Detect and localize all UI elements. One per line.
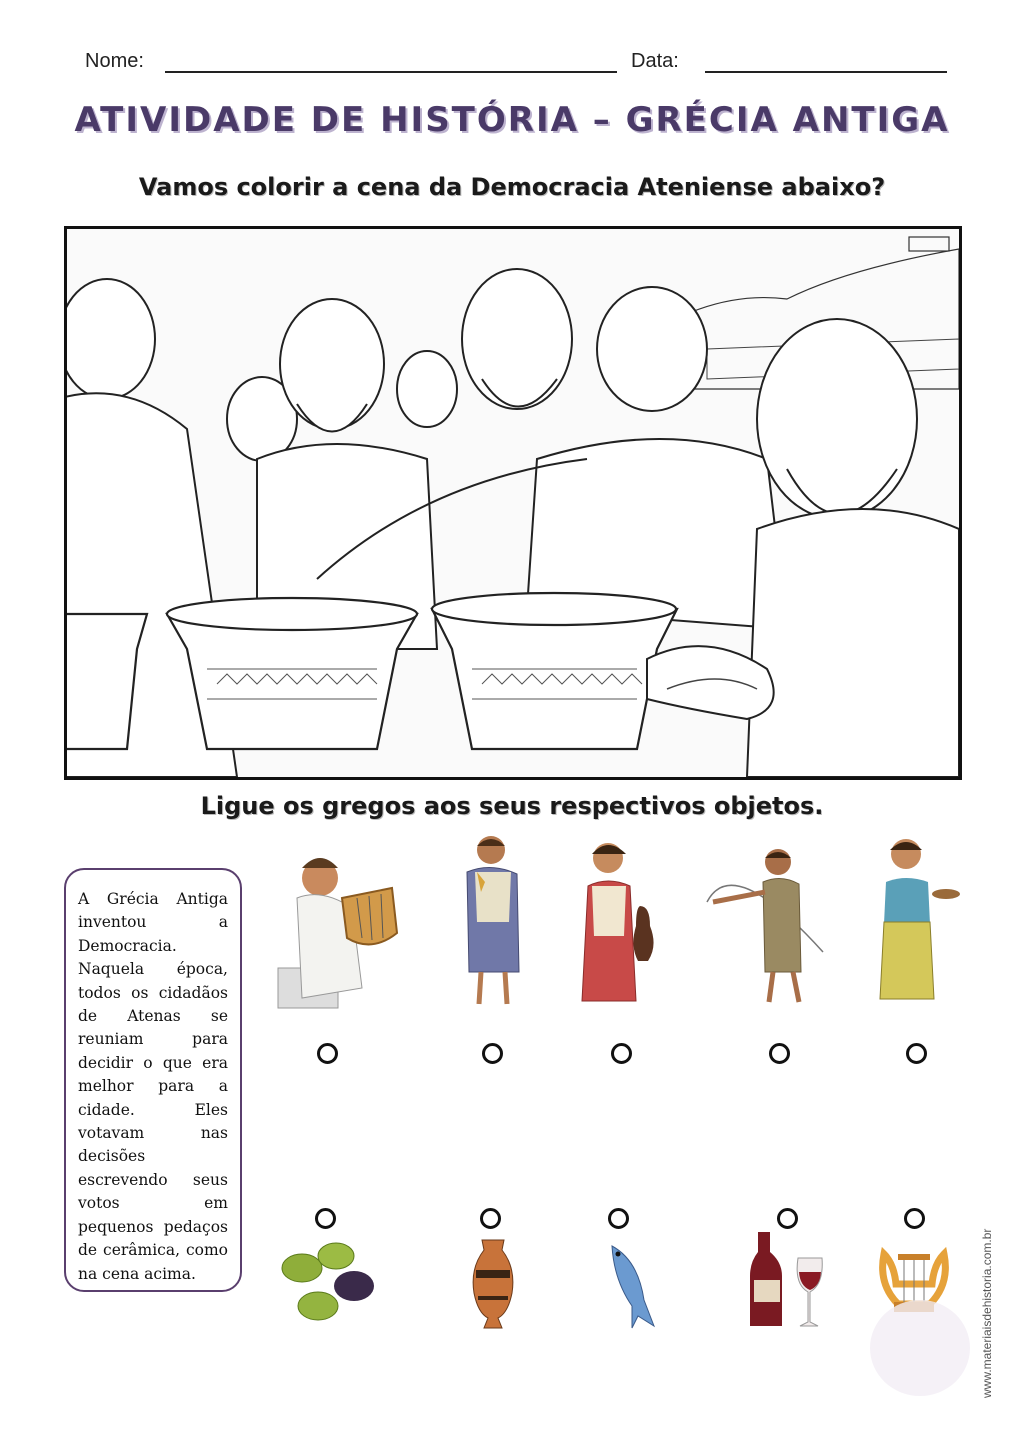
matching-instruction: Ligue os gregos aos seus respectivos objetos. bbox=[200, 792, 824, 820]
greek-connector-4[interactable] bbox=[769, 1043, 790, 1064]
coloring-instruction: Vamos colorir a cena da Democracia Ateniense abaixo? bbox=[138, 173, 886, 201]
greek-woman-with-olives bbox=[866, 834, 962, 1014]
fish-icon bbox=[602, 1240, 662, 1332]
greek-connector-2[interactable] bbox=[482, 1043, 503, 1064]
coloring-scene-image bbox=[64, 226, 962, 780]
democracy-scene-illustration bbox=[67, 229, 959, 777]
publisher-watermark-logo bbox=[870, 1300, 970, 1396]
greek-man-with-cup bbox=[455, 832, 535, 1012]
greek-woman-with-amphora bbox=[578, 836, 666, 1012]
object-connector-3[interactable] bbox=[608, 1208, 629, 1229]
object-connector-2[interactable] bbox=[480, 1208, 501, 1229]
name-label: Nome: bbox=[85, 50, 144, 72]
page-title: ATIVIDADE DE HISTÓRIA – GRÉCIA ANTIGA bbox=[74, 100, 950, 140]
object-connector-5[interactable] bbox=[904, 1208, 925, 1229]
wine-bottle-and-glass-icon bbox=[748, 1228, 828, 1332]
greek-fisherman bbox=[703, 842, 833, 1010]
info-text: A Grécia Antiga inventou a Democracia. Naquela época, todos os cidadãos de Atenas se reuniam para decidir o que era melhor para a cidade. Eles votavam nas decisões escrevendo seus votos em pequenos pedaços de cerâmica, como na cena acima. bbox=[78, 890, 228, 1283]
object-connector-4[interactable] bbox=[777, 1208, 798, 1229]
date-label: Data: bbox=[631, 50, 679, 72]
olives-icon bbox=[278, 1238, 378, 1328]
website-watermark: www.materiaisdehistoria.com.br bbox=[980, 1228, 994, 1398]
date-field[interactable] bbox=[705, 71, 947, 73]
amphora-vase-icon bbox=[468, 1238, 518, 1330]
greek-musician-with-lyre bbox=[272, 838, 408, 1014]
info-text-box bbox=[64, 868, 242, 1292]
greek-connector-1[interactable] bbox=[317, 1043, 338, 1064]
greek-connector-5[interactable] bbox=[906, 1043, 927, 1064]
object-connector-1[interactable] bbox=[315, 1208, 336, 1229]
greek-connector-3[interactable] bbox=[611, 1043, 632, 1064]
name-field[interactable] bbox=[165, 71, 617, 73]
